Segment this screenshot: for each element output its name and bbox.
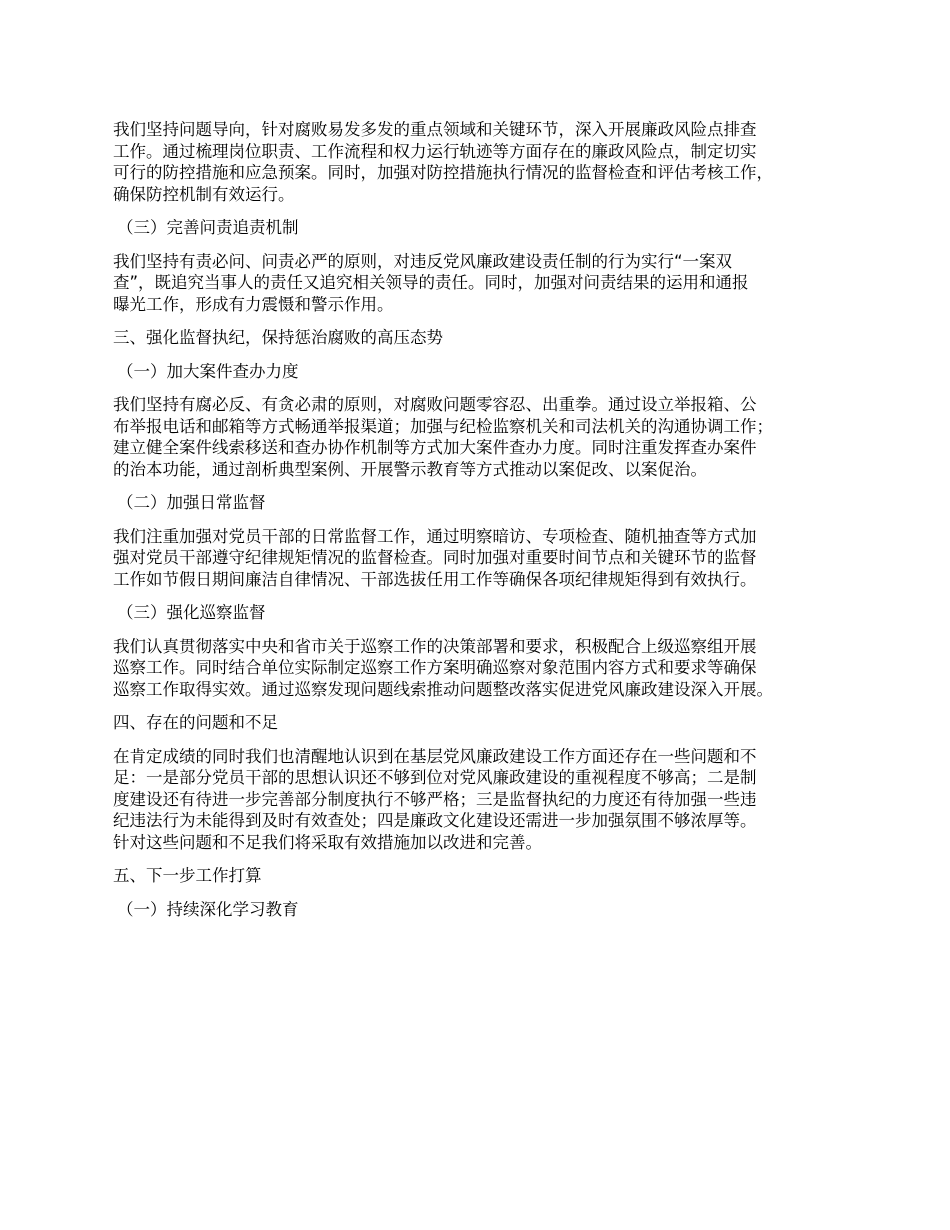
text-line: 曝光工作，形成有力震慑和警示作用。 xyxy=(113,294,394,314)
paragraph-daily-supervision xyxy=(113,526,858,591)
text-line: 巡察工作取得实效。通过巡察发现问题线索推动问题整改落实促进党风廉政建设深入开展。 xyxy=(113,679,773,699)
subheading-daily-supervision: （二）加强日常监督 xyxy=(117,493,266,512)
section-heading-next-steps: 五、下一步工作打算 xyxy=(113,866,262,885)
text-line: 我们坚持问题导向，针对腐败易发多发的重点领域和关键环节，深入开展廉政风险点排查 xyxy=(113,120,757,139)
section-heading-problems: 四、存在的问题和不足 xyxy=(113,713,278,732)
text-line: 的治本功能，通过剖析典型案例、开展警示教育等方式推动以案促改、以案促治。 xyxy=(113,459,707,479)
text-line: 足：一是部分党员干部的思想认识还不够到位对党风廉政建设的重视程度不够高；二是制 xyxy=(113,768,757,787)
paragraph-case-handling xyxy=(113,394,858,480)
text-line: 查”，既追究当事人的责任又追究相关领导的责任。同时，加强对问责结果的运用和通报 xyxy=(113,273,749,292)
text-line: 针对这些问题和不足我们将采取有效措施加以改进和完善。 xyxy=(113,832,542,852)
subheading-inspection: （三）强化巡察监督 xyxy=(117,603,266,622)
text-line: 在肯定成绩的同时我们也清醒地认识到在基层党风廉政建设工作方面还存在一些问题和不 xyxy=(113,746,757,766)
text-line: 强对党员干部遵守纪律规矩情况的监督检查。同时加强对重要时间节点和关键环节的监督 xyxy=(113,548,757,567)
text-line: 巡察工作。同时结合单位实际制定巡察工作方案明确巡察对象范围内容方式和要求等确保 xyxy=(113,658,757,677)
document-body xyxy=(113,119,858,932)
text-line: 我们注重加强对党员干部的日常监督工作，通过明察暗访、专项检查、随机抽查等方式加 xyxy=(113,526,757,546)
paragraph-risk-prevention xyxy=(113,119,858,205)
section-heading-supervision: 三、强化监督执纪，保持惩治腐败的高压态势 xyxy=(113,328,443,347)
paragraph-problems xyxy=(113,746,858,854)
text-line: 度建设还有待进一步完善部分制度执行不够严格；三是监督执纪的力度还有待加强一些违 xyxy=(113,789,757,809)
paragraph-inspection xyxy=(113,636,858,701)
text-line: 我们认真贯彻落实中央和省市关于巡察工作的决策部署和要求，积极配合上级巡察组开展 xyxy=(113,636,757,656)
text-line: 可行的防控措施和应急预案。同时，加强对防控措施执行情况的监督检查和评估考核工作， xyxy=(113,163,773,182)
text-line: 布举报电话和邮箱等方式畅通举报渠道；加强与纪检监察机关和司法机关的沟通协调工作； xyxy=(113,416,773,436)
subheading-learning-education: （一）持续深化学习教育 xyxy=(117,899,299,919)
text-line: 我们坚持有责必问、问责必严的原则，对违反党风廉政建设责任制的行为实行“一案双 xyxy=(113,251,733,271)
text-line: 我们坚持有腐必反、有贪必肃的原则，对腐败问题零容忍、出重拳。通过设立举报箱、公 xyxy=(113,395,757,414)
subheading-case-handling: （一）加大案件查办力度 xyxy=(117,361,299,381)
text-line: 建立健全案件线索移送和查办协作机制等方式加大案件查办力度。同时注重发挥查办案件 xyxy=(113,438,757,457)
text-line: 工作如节假日期间廉洁自律情况、干部选拔任用工作等确保各项纪律规矩得到有效执行。 xyxy=(113,569,757,589)
text-line: 纪违法行为未能得到及时有效查处；四是廉政文化建设还需进一步加强氛围不够浓厚等。 xyxy=(113,811,757,830)
text-line: 确保防控机制有效运行。 xyxy=(113,184,295,204)
subheading-accountability: （三）完善问责追责机制 xyxy=(117,218,299,237)
paragraph-accountability xyxy=(113,251,858,316)
text-line: 工作。通过梳理岗位职责、工作流程和权力运行轨迹等方面存在的廉政风险点，制定切实 xyxy=(113,141,757,161)
